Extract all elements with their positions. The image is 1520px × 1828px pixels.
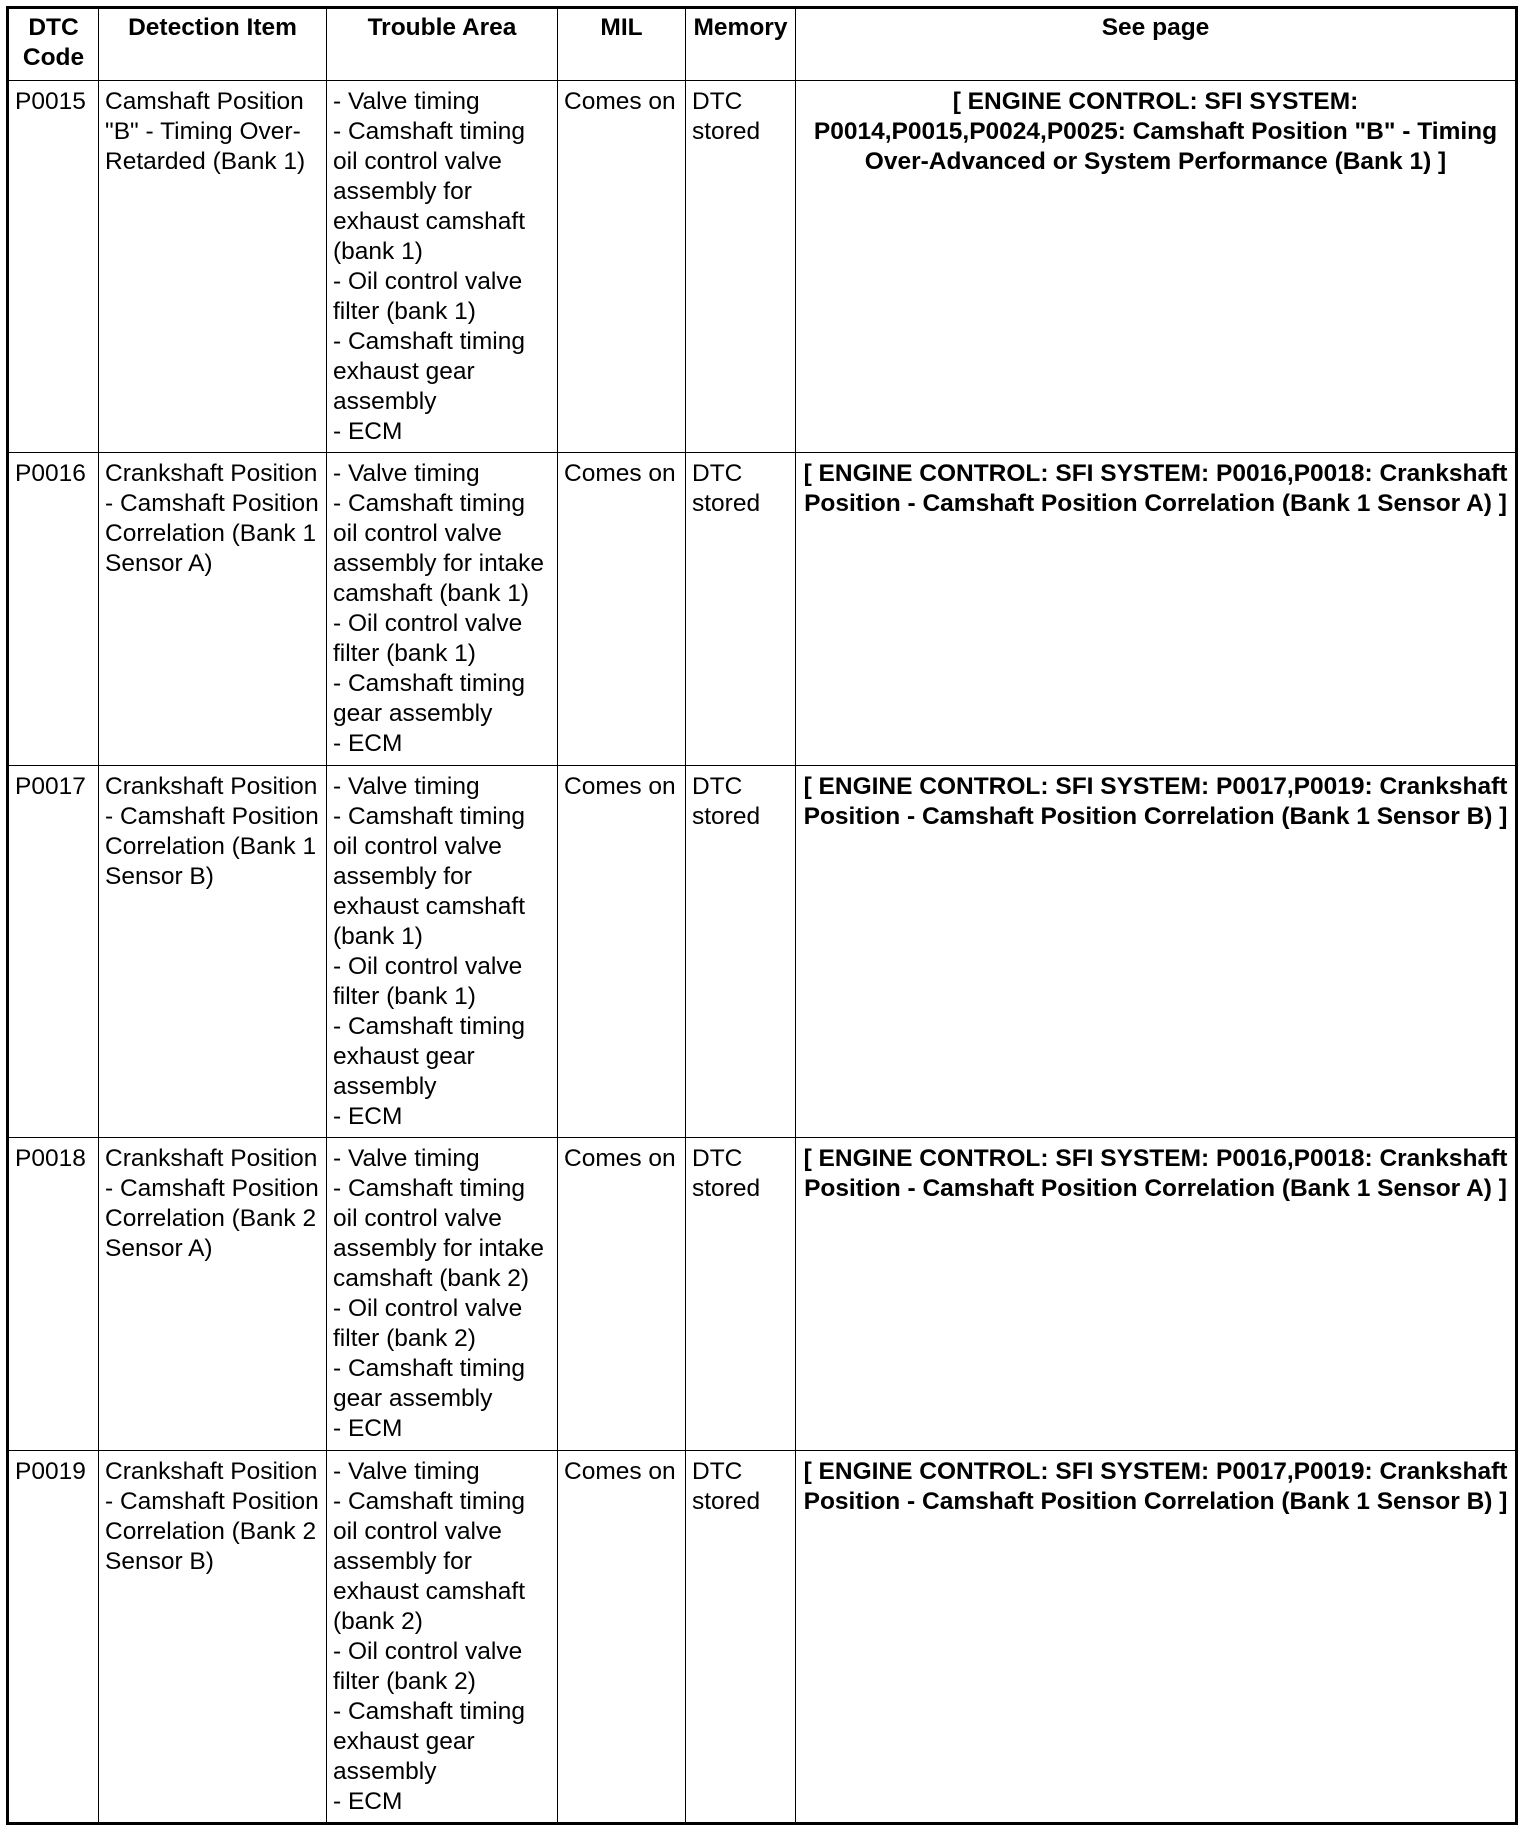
trouble-area-line: - Camshaft timing exhaust gear assembly — [333, 1698, 525, 1785]
table-row — [8, 766, 1517, 1138]
trouble-area-line: - ECM — [333, 1103, 403, 1130]
see-page-link[interactable]: [ ENGINE CONTROL: SFI SYSTEM: P0016,P0018: Crankshaft Position - Camshaft Position Correlation (Bank 1 Sensor A) ] — [796, 1138, 1517, 1451]
table-row — [8, 1451, 1517, 1824]
mil-cell: Comes on — [558, 81, 686, 453]
header-mil: MIL — [558, 8, 686, 81]
trouble-area-cell — [327, 1138, 558, 1451]
memory-cell: DTC stored — [686, 81, 796, 453]
trouble-area-line: - ECM — [333, 1415, 403, 1442]
detection-item-cell: Crankshaft Position - Camshaft Position Correlation (Bank 1 Sensor A) — [99, 453, 327, 766]
header-memory: Memory — [686, 8, 796, 81]
mil-cell: Comes on — [558, 766, 686, 1138]
detection-item-cell: Crankshaft Position - Camshaft Position Correlation (Bank 2 Sensor A) — [99, 1138, 327, 1451]
mil-cell: Comes on — [558, 1138, 686, 1451]
mil-cell: Comes on — [558, 1451, 686, 1824]
trouble-area-line: - Valve timing — [333, 773, 480, 800]
see-page-link[interactable]: [ ENGINE CONTROL: SFI SYSTEM: P0017,P0019: Crankshaft Position - Camshaft Position Correlation (Bank 1 Sensor B) ] — [796, 1451, 1517, 1824]
trouble-area-line: - Valve timing — [333, 460, 480, 487]
memory-cell: DTC stored — [686, 453, 796, 766]
see-page-link[interactable]: [ ENGINE CONTROL: SFI SYSTEM: P0014,P0015,P0024,P0025: Camshaft Position "B" - Timing Over-Advanced or System Performance (Bank 1) ] — [796, 81, 1517, 453]
trouble-area-line: - Camshaft timing oil control valve assembly for exhaust camshaft (bank 2) — [333, 1488, 526, 1635]
table-row — [8, 453, 1517, 766]
detection-item-cell: Crankshaft Position - Camshaft Position Correlation (Bank 2 Sensor B) — [99, 1451, 327, 1824]
trouble-area-line: - Camshaft timing oil control valve assembly for intake camshaft (bank 1) — [333, 490, 545, 607]
trouble-area-line: - Camshaft timing gear assembly — [333, 1355, 525, 1412]
trouble-area-line: - Camshaft timing exhaust gear assembly — [333, 328, 525, 415]
dtc-code-cell: P0018 — [8, 1138, 99, 1451]
detection-item-cell: Crankshaft Position - Camshaft Position Correlation (Bank 1 Sensor B) — [99, 766, 327, 1138]
memory-cell: DTC stored — [686, 1138, 796, 1451]
dtc-code-cell: P0015 — [8, 81, 99, 453]
trouble-area-cell — [327, 1451, 558, 1824]
header-dtc-code: DTC Code — [8, 8, 99, 81]
table-header-row — [8, 8, 1517, 81]
trouble-area-line: - Camshaft timing exhaust gear assembly — [333, 1013, 525, 1100]
table-row — [8, 1138, 1517, 1451]
trouble-area-cell — [327, 453, 558, 766]
trouble-area-line: - Camshaft timing gear assembly — [333, 670, 525, 727]
dtc-code-cell: P0019 — [8, 1451, 99, 1824]
trouble-area-line: - ECM — [333, 730, 403, 757]
dtc-table — [6, 6, 1518, 1825]
table-row — [8, 81, 1517, 453]
trouble-area-line: - Camshaft timing oil control valve assembly for exhaust camshaft (bank 1) — [333, 803, 526, 950]
header-trouble-area: Trouble Area — [327, 8, 558, 81]
trouble-area-line: - Valve timing — [333, 88, 480, 115]
dtc-code-cell: P0016 — [8, 453, 99, 766]
memory-cell: DTC stored — [686, 766, 796, 1138]
trouble-area-line: - Oil control valve filter (bank 1) — [333, 610, 523, 667]
header-see-page: See page — [796, 8, 1517, 81]
trouble-area-cell — [327, 81, 558, 453]
trouble-area-line: - Valve timing — [333, 1458, 480, 1485]
detection-item-cell: Camshaft Position "B" - Timing Over-Retarded (Bank 1) — [99, 81, 327, 453]
memory-cell: DTC stored — [686, 1451, 796, 1824]
see-page-link[interactable]: [ ENGINE CONTROL: SFI SYSTEM: P0017,P0019: Crankshaft Position - Camshaft Position Correlation (Bank 1 Sensor B) ] — [796, 766, 1517, 1138]
dtc-code-cell: P0017 — [8, 766, 99, 1138]
trouble-area-line: - Valve timing — [333, 1145, 480, 1172]
trouble-area-line: - Camshaft timing oil control valve assembly for exhaust camshaft (bank 1) — [333, 118, 526, 265]
mil-cell: Comes on — [558, 453, 686, 766]
trouble-area-line: - Oil control valve filter (bank 1) — [333, 953, 523, 1010]
trouble-area-line: - ECM — [333, 418, 403, 445]
trouble-area-line: - ECM — [333, 1788, 403, 1815]
see-page-link[interactable]: [ ENGINE CONTROL: SFI SYSTEM: P0016,P0018: Crankshaft Position - Camshaft Position Correlation (Bank 1 Sensor A) ] — [796, 453, 1517, 766]
trouble-area-line: - Oil control valve filter (bank 2) — [333, 1638, 523, 1695]
header-detection-item: Detection Item — [99, 8, 327, 81]
trouble-area-line: - Oil control valve filter (bank 1) — [333, 268, 523, 325]
trouble-area-line: - Oil control valve filter (bank 2) — [333, 1295, 523, 1352]
trouble-area-line: - Camshaft timing oil control valve assembly for intake camshaft (bank 2) — [333, 1175, 545, 1292]
trouble-area-cell — [327, 766, 558, 1138]
